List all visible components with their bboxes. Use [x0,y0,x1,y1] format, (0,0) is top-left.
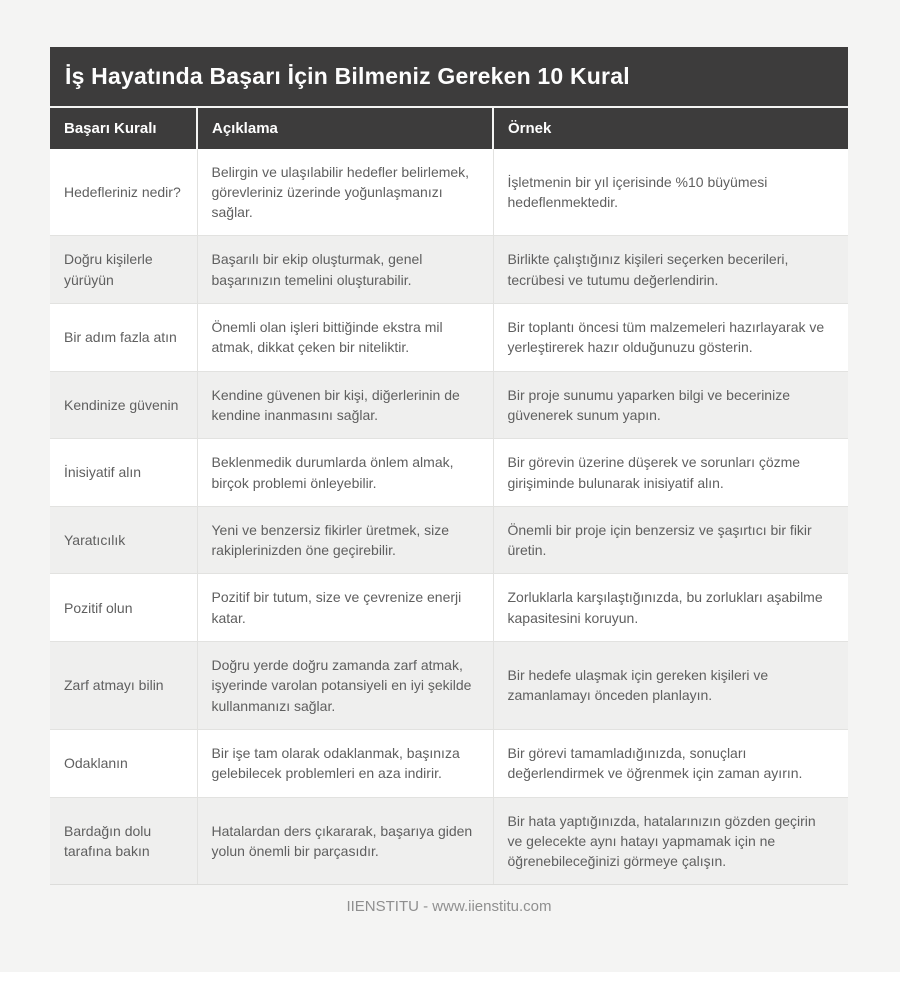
example-cell: Önemli bir proje için benzersiz ve şaşırtıcı bir fikir üretin. [493,506,848,574]
example-cell: Bir hedefe ulaşmak için gereken kişileri ve zamanlamayı önceden planlayın. [493,642,848,730]
description-cell: Yeni ve benzersiz fikirler üretmek, size rakiplerinizden öne geçirebilir. [197,506,493,574]
footer-text: IIENSTITU - www.iienstitu.com [346,898,552,916]
table-row [50,439,848,507]
description-cell: Doğru yerde doğru zamanda zarf atmak, işyerinde varolan potansiyeli en iyi şekilde kullanmanızı sağlar. [197,642,493,730]
rule-cell: Yaratıcılık [50,506,197,574]
description-cell: Önemli olan işleri bittiğinde ekstra mil atmak, dikkat çeken bir niteliktir. [197,304,493,372]
description-cell: Başarılı bir ekip oluşturmak, genel başarınızın temelini oluşturabilir. [197,236,493,304]
rule-cell: Pozitif olun [50,574,197,642]
page-title: İş Hayatında Başarı İçin Bilmeniz Gereken 10 Kural [50,47,848,108]
table-row [50,797,848,885]
example-cell: Bir toplantı öncesi tüm malzemeleri hazırlayarak ve yerleştirerek hazır olduğunuzu gösterin. [493,304,848,372]
table-row [50,236,848,304]
description-cell: Beklenmedik durumlarda önlem almak, birçok problemi önleyebilir. [197,439,493,507]
table-row [50,371,848,439]
example-cell: Bir görevi tamamladığınızda, sonuçları değerlendirmek ve öğrenmek için zaman ayırın. [493,729,848,797]
header-cell-example: Örnek [493,108,848,149]
description-cell: Kendine güvenen bir kişi, diğerlerinin de kendine inanmasını sağlar. [197,371,493,439]
rule-cell: Bir adım fazla atın [50,304,197,372]
rules-table [50,108,848,886]
header-cell-rule: Başarı Kuralı [50,108,197,149]
example-cell: İşletmenin bir yıl içerisinde %10 büyümesi hedeflenmektedir. [493,149,848,236]
rule-cell: Odaklanın [50,729,197,797]
table-row [50,149,848,236]
example-cell: Birlikte çalıştığınız kişileri seçerken becerileri, tecrübesi ve tutumu değerlendirin. [493,236,848,304]
rule-cell: Doğru kişilerle yürüyün [50,236,197,304]
rule-cell: Hedefleriniz nedir? [50,149,197,236]
example-cell: Bir hata yaptığınızda, hatalarınızın gözden geçirin ve gelecekte aynı hatayı yapmamak için ne öğrenebileceğinizi görmeye çalışın. [493,797,848,885]
description-cell: Hatalardan ders çıkararak, başarıya giden yolun önemli bir parçasıdır. [197,797,493,885]
table-row [50,506,848,574]
description-cell: Belirgin ve ulaşılabilir hedefler belirlemek, görevleriniz üzerinde yoğunlaşmanızı sağlar. [197,149,493,236]
example-cell: Zorluklarla karşılaştığınızda, bu zorlukları aşabilme kapasitesini koruyun. [493,574,848,642]
table-row [50,574,848,642]
rule-cell: Kendinize güvenin [50,371,197,439]
rule-cell: İnisiyatif alın [50,439,197,507]
rule-cell: Bardağın dolu tarafına bakın [50,797,197,885]
description-cell: Pozitif bir tutum, size ve çevrenize enerji katar. [197,574,493,642]
rule-cell: Zarf atmayı bilin [50,642,197,730]
table-row [50,304,848,372]
table-row [50,642,848,730]
header-cell-description: Açıklama [197,108,493,149]
example-cell: Bir proje sunumu yaparken bilgi ve becerinize güvenerek sunum yapın. [493,371,848,439]
example-cell: Bir görevin üzerine düşerek ve sorunları çözme girişiminde bulunarak inisiyatif alın. [493,439,848,507]
rules-table-card [50,47,848,915]
description-cell: Bir işe tam olarak odaklanmak, başınıza gelebilecek problemleri en aza indirir. [197,729,493,797]
table-row [50,729,848,797]
table-header-row [50,108,848,149]
